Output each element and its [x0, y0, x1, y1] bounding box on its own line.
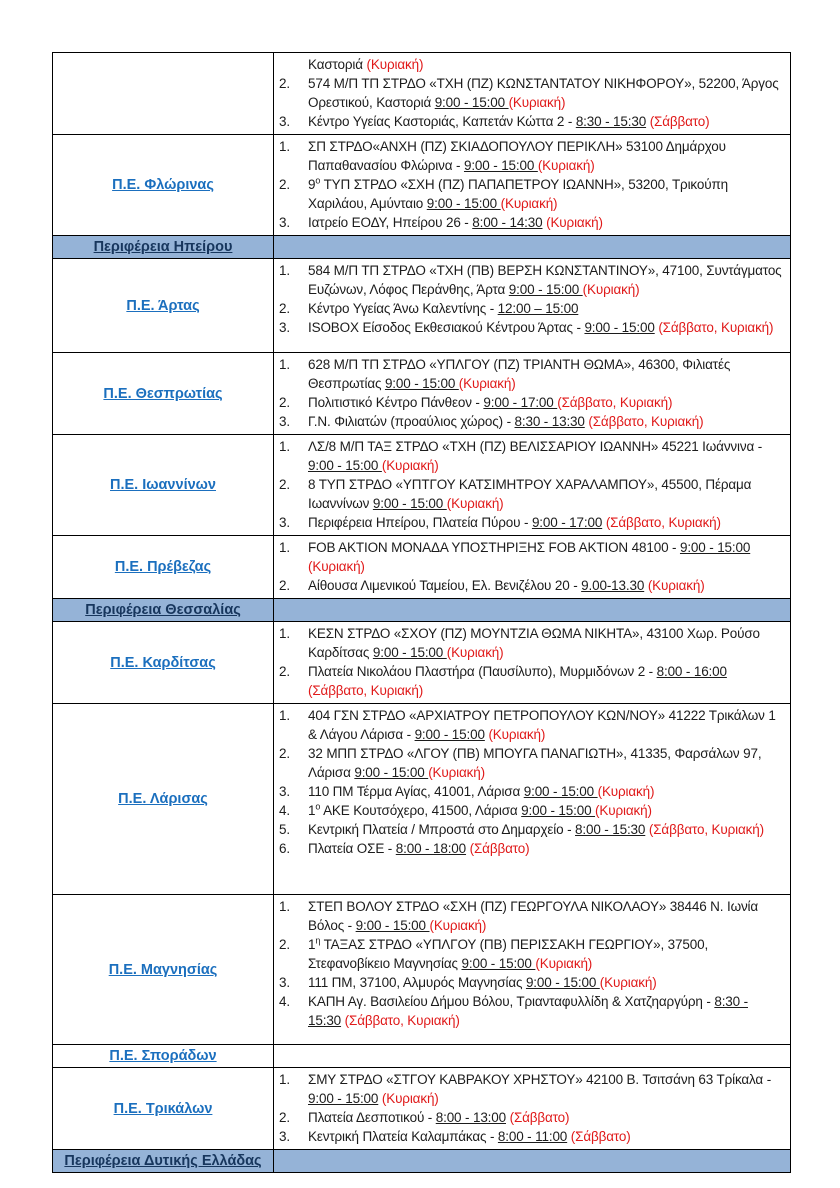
opening-hours: 12:00 – 15:00	[497, 301, 579, 316]
item-number: 1.	[279, 899, 290, 914]
regional-unit-row	[53, 353, 791, 435]
item-text	[308, 839, 782, 858]
item-text	[308, 662, 782, 700]
locations-cell	[274, 259, 791, 353]
unit-name-cell	[53, 536, 274, 599]
location-item	[279, 992, 782, 1030]
day-annotation: (Κυριακή)	[381, 458, 439, 473]
locations-cell	[274, 704, 791, 895]
day-annotation: (Κυριακή)	[429, 918, 487, 933]
location-item	[279, 213, 782, 232]
day-annotation: (Σάββατο)	[649, 114, 710, 129]
opening-hours: 9:00 - 15:00	[508, 282, 583, 297]
day-annotation: (Κυριακή)	[446, 645, 504, 660]
day-annotation: (Κυριακή)	[647, 578, 705, 593]
opening-hours: 8:30 - 13:30	[514, 414, 585, 429]
location-item	[279, 624, 782, 662]
location-text: ΑΚΕ Κουτσόχερο, 41500, Λάρισα	[320, 803, 522, 818]
locations-cell	[274, 1045, 791, 1068]
regional-unit-row	[53, 435, 791, 536]
regional-unit-row	[53, 622, 791, 704]
regional-unit-link[interactable]: Π.Ε. Πρέβεζας	[114, 559, 212, 575]
location-text: Αίθουσα Λιμενικού Ταμείου, Ελ. Βενιζέλου 20 -	[308, 578, 582, 593]
item-number: 4.	[279, 803, 290, 818]
location-text: ISOBOX Είσοδος Εκθεσιακού Κέντρου Άρτας -	[308, 320, 585, 335]
locations-cell	[274, 1150, 791, 1173]
location-item	[279, 897, 782, 935]
item-text	[308, 992, 782, 1030]
day-annotation: (Κυριακή)	[546, 215, 603, 230]
item-number: 3.	[279, 215, 290, 230]
day-annotation: (Σάββατο, Κυριακή)	[308, 683, 424, 698]
opening-hours: 9:00 - 15:00	[463, 158, 538, 173]
opening-hours: 9.00-13.30	[581, 578, 645, 593]
item-text	[308, 318, 782, 337]
location-text: Περιφέρεια Ηπείρου, Πλατεία Πύρου -	[308, 515, 532, 530]
item-number: 3.	[279, 515, 290, 530]
region-header-cell	[53, 599, 274, 622]
regional-unit-row	[53, 704, 791, 895]
item-text	[308, 935, 782, 973]
regional-unit-link[interactable]: Π.Ε. Θεσπρωτίας	[103, 385, 223, 402]
unit-name-cell	[53, 1068, 274, 1150]
locations-cell	[274, 236, 791, 259]
day-annotation: (Σάββατο, Κυριακή)	[648, 822, 764, 837]
location-text: Πλατεία ΟΣΕ -	[308, 841, 396, 856]
region-header-row	[53, 599, 791, 622]
opening-hours: 8:00 - 15:30	[575, 822, 646, 837]
location-text: ΛΣ/8 Μ/Π ΤΑΞ ΣΤΡΔΟ «ΤΧΗ (ΠΖ) ΒΕΛΙΣΣΑΡΙΟΥ ΙΩΑΝΝΗ» 45221 Ιωάννινα -	[308, 439, 763, 454]
location-item	[279, 973, 782, 992]
item-number: 3.	[279, 975, 290, 990]
opening-hours: 9:00 - 15:00	[461, 956, 536, 971]
location-text: Κέντρο Υγείας Άνω Καλεντίνης -	[308, 301, 498, 316]
day-annotation: (Κυριακή)	[508, 95, 566, 110]
day-annotation: (Σάββατο, Κυριακή)	[344, 1013, 460, 1028]
unit-name-cell	[53, 622, 274, 704]
unit-name-cell	[53, 704, 274, 895]
locations-cell	[274, 353, 791, 435]
day-annotation: (Σάββατο, Κυριακή)	[605, 515, 721, 530]
item-number: 2.	[279, 746, 290, 761]
regional-unit-link[interactable]: Π.Ε. Άρτας	[126, 297, 200, 314]
opening-hours: 8:00 - 14:30	[472, 215, 543, 230]
unit-name-cell	[53, 53, 274, 135]
item-text	[308, 213, 782, 232]
day-annotation: (Κυριακή)	[582, 282, 640, 297]
location-text: Πλατεία Νικολάου Πλαστήρα (Παυσίλυπο), Μυρμιδόνων 2 -	[308, 664, 657, 679]
location-text: 584 Μ/Π ΤΠ ΣΤΡΔΟ «ΤΧΗ (ΠΒ) ΒΕΡΣΗ ΚΩΝΣΤΑΝΤΙΝΟΥ», 47100, Συντάγματος Ευζώνων, Λόφος Περάνθης, Άρτα	[308, 263, 782, 297]
day-annotation: (Σάββατο, Κυριακή)	[557, 395, 673, 410]
locations-cell	[274, 622, 791, 704]
opening-hours: 8:30 - 15:30	[575, 114, 647, 129]
locations-cell	[274, 895, 791, 1045]
location-text: Γ.Ν. Φιλιατών (προαύλιος χώρος) -	[308, 414, 515, 429]
location-text: 32 ΜΠΠ ΣΤΡΔΟ «ΛΓΟΥ (ΠΒ) ΜΠΟΥΓΑ ΠΑΝΑΓΙΩΤΗ», 41335, Φαρσάλων 97, Λάρισα	[308, 746, 762, 780]
location-text: 1	[308, 803, 316, 818]
item-text	[308, 801, 782, 820]
unit-name-cell	[53, 895, 274, 1045]
regional-unit-row	[53, 536, 791, 599]
location-text: 1	[308, 937, 316, 952]
regional-unit-link[interactable]: Π.Ε. Τρικάλων	[113, 1100, 213, 1117]
location-item	[279, 74, 782, 112]
region-header-link[interactable]: Περιφέρεια Δυτικής Ελλάδας	[64, 1153, 262, 1169]
location-item	[279, 412, 782, 431]
location-item	[279, 137, 782, 175]
locations-cell	[274, 135, 791, 236]
item-number: 2.	[279, 477, 290, 492]
location-item	[279, 513, 782, 532]
ordinal-superscript: η	[315, 935, 321, 946]
item-text	[308, 355, 782, 393]
unit-name-cell	[53, 135, 274, 236]
location-text: ΣΤΕΠ ΒΟΛΟΥ ΣΤΡΔΟ «ΣΧΗ (ΠΖ) ΓΕΩΡΓΟΥΛΑ ΝΙΚΟΛΑΟΥ» 38446 Ν. Ιωνία Βόλος -	[308, 899, 759, 933]
location-item	[279, 112, 782, 131]
locations-cell	[274, 53, 791, 135]
location-item	[279, 1127, 782, 1146]
item-text	[308, 112, 782, 131]
item-text	[308, 624, 782, 662]
item-number: 1.	[279, 708, 290, 723]
location-text: ΣΠ ΣΤΡΔΟ«ΑΝΧΗ (ΠΖ) ΣΚΙΑΔΟΠΟΥΛΟΥ ΠΕΡΙΚΛΗ» 53100 Δημάρχου Παπαθανασίου Φλώρινα -	[308, 139, 726, 173]
locations-cell	[274, 435, 791, 536]
item-text	[308, 299, 782, 318]
locations-cell	[274, 599, 791, 622]
location-text: ΚΑΠΗ Αγ. Βασιλείου Δήμου Βόλου, Τριανταφυλλίδη & Χατζηαργύρη -	[308, 994, 715, 1009]
location-text: 8 ΤΥΠ ΣΤΡΔΟ «ΥΠΤΓΟΥ ΚΑΤΣΙΜΗΤΡΟΥ ΧΑΡΑΛΑΜΠΟΥ», 45500, Πέραμα Ιωαννίνων	[308, 477, 752, 511]
location-item	[279, 820, 782, 839]
location-text: FOB AKTION ΜΟΝΑΔΑ ΥΠΟΣΤΗΡΙΞΗΣ FOB AKTION 48100 -	[308, 540, 680, 555]
location-text: 9	[308, 177, 316, 192]
location-text: 110 ΠΜ Τέρμα Αγίας, 41001, Λάρισα	[308, 784, 524, 799]
table-body	[53, 53, 791, 1173]
day-annotation: (Σάββατο, Κυριακή)	[658, 320, 774, 335]
item-number: 1.	[279, 540, 290, 555]
location-text: 404 ΓΣΝ ΣΤΡΔΟ «ΑΡΧΙΑΤΡΟΥ ΠΕΤΡΟΠΟΥΛΟΥ ΚΩΝ/ΝΟΥ» 41222 Τρικάλων 1 & Λάγου Λάρισα -	[308, 708, 776, 742]
item-number: 2.	[279, 177, 290, 192]
regional-unit-row	[53, 895, 791, 1045]
location-item	[279, 437, 782, 475]
item-text	[308, 261, 782, 299]
item-number: 2.	[279, 301, 290, 316]
opening-hours: 8:00 - 16:00	[656, 664, 727, 679]
item-number: 1.	[279, 263, 290, 278]
item-text	[308, 175, 782, 213]
opening-hours: 9:00 - 15:00	[308, 458, 382, 473]
item-number: 3.	[279, 320, 290, 335]
item-number: 3.	[279, 1129, 290, 1144]
item-text	[308, 538, 782, 576]
item-text	[308, 782, 782, 801]
day-annotation: (Σάββατο)	[509, 1110, 570, 1125]
day-annotation: (Κυριακή)	[308, 559, 365, 574]
item-number: 2.	[279, 664, 290, 679]
item-text	[308, 137, 782, 175]
regional-unit-row	[53, 259, 791, 353]
day-annotation: (Κυριακή)	[428, 765, 485, 780]
item-text	[308, 744, 782, 782]
opening-hours: 9:00 - 15:00	[308, 1091, 379, 1106]
item-text	[308, 74, 782, 112]
day-annotation: (Κυριακή)	[599, 975, 657, 990]
opening-hours: 8:00 - 11:00	[497, 1129, 568, 1144]
unit-name-cell	[53, 353, 274, 435]
day-annotation: (Κυριακή)	[366, 57, 424, 72]
item-text	[308, 513, 782, 532]
item-number: 3.	[279, 114, 290, 129]
item-number: 5.	[279, 822, 290, 837]
day-annotation: (Κυριακή)	[488, 727, 546, 742]
opening-hours: 9:00 - 17:00	[483, 395, 558, 410]
location-text: Κεντρική Πλατεία / Μπροστά στο Δημαρχείο -	[308, 822, 576, 837]
region-header-link[interactable]: Περιφέρεια Θεσσαλίας	[85, 602, 241, 618]
location-item	[279, 299, 782, 318]
regional-unit-row	[53, 1045, 791, 1068]
region-header-cell	[53, 236, 274, 259]
item-number: 3.	[279, 414, 290, 429]
location-text: ΤΑΞΑΣ ΣΤΡΔΟ «ΥΠΛΓΟΥ (ΠΒ) ΠΕΡΙΣΣΑΚΗ ΓΕΩΡΓΙΟΥ», 37500, Στεφανοβίκειο Μαγνησίας	[308, 937, 709, 971]
day-annotation: (Κυριακή)	[597, 784, 655, 799]
location-text: Κεντρική Πλατεία Καλαμπάκας -	[308, 1129, 498, 1144]
opening-hours: 9:00 - 15:00	[384, 376, 459, 391]
item-number: 2.	[279, 76, 290, 91]
location-item	[279, 55, 782, 74]
opening-hours: 9:00 - 15:00	[414, 727, 485, 742]
opening-hours: 9:00 - 15:00	[434, 95, 509, 110]
item-number: 1.	[279, 439, 290, 454]
region-header-cell	[53, 1150, 274, 1173]
item-number: 2.	[279, 937, 290, 952]
opening-hours: 9:00 - 17:00	[531, 515, 603, 530]
day-annotation: (Κυριακή)	[458, 376, 516, 391]
day-annotation: (Κυριακή)	[595, 803, 652, 818]
location-item	[279, 261, 782, 299]
unit-name-cell	[53, 1045, 274, 1068]
opening-hours: 9:00 - 15:00	[426, 196, 501, 211]
item-text	[308, 1070, 782, 1108]
location-item	[279, 1108, 782, 1127]
day-annotation: (Κυριακή)	[535, 956, 593, 971]
regional-unit-link[interactable]: Π.Ε. Ιωαννίνων	[110, 477, 216, 493]
location-text: Καστοριά	[308, 57, 367, 72]
item-text	[308, 412, 782, 431]
item-text	[308, 706, 782, 744]
item-text	[308, 437, 782, 475]
location-text: Ιατρείο ΕΟΔΥ, Ηπείρου 26 -	[308, 215, 473, 230]
region-header-row	[53, 1150, 791, 1173]
day-annotation: (Κυριακή)	[446, 496, 504, 511]
opening-hours: 9:00 - 15:00	[521, 803, 596, 818]
opening-hours: 9:00 - 15:00	[355, 918, 430, 933]
item-number: 1.	[279, 1072, 290, 1087]
item-number: 1.	[279, 357, 290, 372]
location-item	[279, 662, 782, 700]
location-text: Πλατεία Δεσποτικού -	[308, 1110, 436, 1125]
location-text: Πολιτιστικό Κέντρο Πάνθεον -	[308, 395, 484, 410]
item-number: 2.	[279, 395, 290, 410]
opening-hours: 9:00 - 15:00	[523, 784, 598, 799]
item-text	[308, 576, 782, 595]
item-number: 4.	[279, 994, 290, 1009]
location-text: ΣΜΥ ΣΤΡΔΟ «ΣΤΓΟΥ ΚΑΒΡΑΚΟΥ ΧΡΗΣΤΟΥ» 42100 Β. Τσιτσάνη 63 Τρίκαλα -	[308, 1072, 772, 1087]
unit-name-cell	[53, 435, 274, 536]
location-item	[279, 839, 782, 858]
ordinal-superscript: ο	[315, 801, 321, 812]
location-text: ΚΕΣΝ ΣΤΡΔΟ «ΣΧΟΥ (ΠΖ) ΜΟΥΝΤΖΙΑ ΘΩΜΑ ΝΙΚΗΤΑ», 43100 Χωρ. Ρούσο Καρδίτσας	[308, 626, 760, 660]
location-item	[279, 355, 782, 393]
item-text	[308, 393, 782, 412]
location-item	[279, 744, 782, 782]
regional-unit-row	[53, 53, 791, 135]
item-text	[308, 897, 782, 935]
opening-hours: 8:30 - 15:30	[308, 994, 748, 1028]
location-text: 628 Μ/Π ΤΠ ΣΤΡΔΟ «ΥΠΛΓΟΥ (ΠΖ) ΤΡΙΑΝΤΗ ΘΩΜΑ», 46300, Φιλιατές Θεσπρωτίας	[308, 357, 731, 391]
opening-hours: 9:00 - 15:00	[354, 765, 429, 780]
regional-unit-link[interactable]: Π.Ε. Λάρισας	[118, 791, 208, 807]
location-item	[279, 782, 782, 801]
day-annotation: (Κυριακή)	[381, 1091, 439, 1106]
item-number: 2.	[279, 578, 290, 593]
location-item	[279, 935, 782, 973]
region-header-row	[53, 236, 791, 259]
location-item	[279, 576, 782, 595]
location-text: 574 Μ/Π ΤΠ ΣΤΡΔΟ «ΤΧΗ (ΠΖ) ΚΩΝΣΤΑΝΤΑΤΟΥ ΝΙΚΗΦΟΡΟΥ», 52200, Άργος Ορεστικού, Καστοριά	[308, 76, 779, 110]
location-item	[279, 318, 782, 337]
location-item	[279, 538, 782, 576]
opening-hours: 9:00 - 15:00	[372, 645, 447, 660]
location-item	[279, 475, 782, 513]
ordinal-superscript: ο	[315, 175, 321, 186]
opening-hours: 9:00 - 15:00	[525, 975, 600, 990]
opening-hours: 9:00 - 15:00	[584, 320, 655, 335]
location-text: 111 ΠΜ, 37100, Αλμυρός Μαγνησίας	[308, 975, 526, 990]
regional-unit-link[interactable]: Π.Ε. Καρδίτσας	[110, 654, 216, 671]
unit-name-cell	[53, 259, 274, 353]
day-annotation: (Σάββατο)	[570, 1129, 631, 1144]
location-item	[279, 706, 782, 744]
location-text: Κέντρο Υγείας Καστοριάς, Καπετάν Κώττα 2 -	[308, 114, 576, 129]
location-item	[279, 801, 782, 820]
opening-hours: 8:00 - 13:00	[435, 1110, 506, 1125]
regional-unit-link[interactable]: Π.Ε. Μαγνησίας	[108, 961, 218, 978]
item-number: 2.	[279, 1110, 290, 1125]
vaccination-points-table	[52, 52, 791, 1173]
item-number: 6.	[279, 841, 290, 856]
opening-hours: 9:00 - 15:00	[679, 540, 751, 555]
location-item	[279, 393, 782, 412]
item-text	[308, 820, 782, 839]
location-item	[279, 175, 782, 213]
opening-hours: 9:00 - 15:00	[372, 496, 447, 511]
day-annotation: (Σάββατο)	[469, 841, 530, 856]
regional-unit-link[interactable]: Π.Ε. Φλώρινας	[112, 177, 214, 193]
item-text	[308, 973, 782, 992]
item-text	[308, 475, 782, 513]
day-annotation: (Κυριακή)	[537, 158, 595, 173]
regional-unit-link[interactable]: Π.Ε. Σποράδων	[109, 1048, 217, 1064]
item-number: 3.	[279, 784, 290, 799]
locations-cell	[274, 536, 791, 599]
day-annotation: (Κυριακή)	[500, 196, 558, 211]
item-number: 1.	[279, 626, 290, 641]
location-text: ΤΥΠ ΣΤΡΔΟ «ΣΧΗ (ΠΖ) ΠΑΠΑΠΕΤΡΟΥ ΙΩΑΝΝΗ», 53200, Τρικούπη Χαριλάου, Αμύνταιο	[308, 177, 728, 211]
item-text	[308, 1127, 782, 1146]
day-annotation: (Σάββατο, Κυριακή)	[588, 414, 704, 429]
region-header-link[interactable]: Περιφέρεια Ηπείρου	[93, 239, 233, 255]
locations-cell	[274, 1068, 791, 1150]
item-text	[308, 55, 782, 74]
opening-hours: 8:00 - 18:00	[395, 841, 467, 856]
item-text	[308, 1108, 782, 1127]
item-number: 1.	[279, 139, 290, 154]
regional-unit-row	[53, 1068, 791, 1150]
location-item	[279, 1070, 782, 1108]
regional-unit-row	[53, 135, 791, 236]
